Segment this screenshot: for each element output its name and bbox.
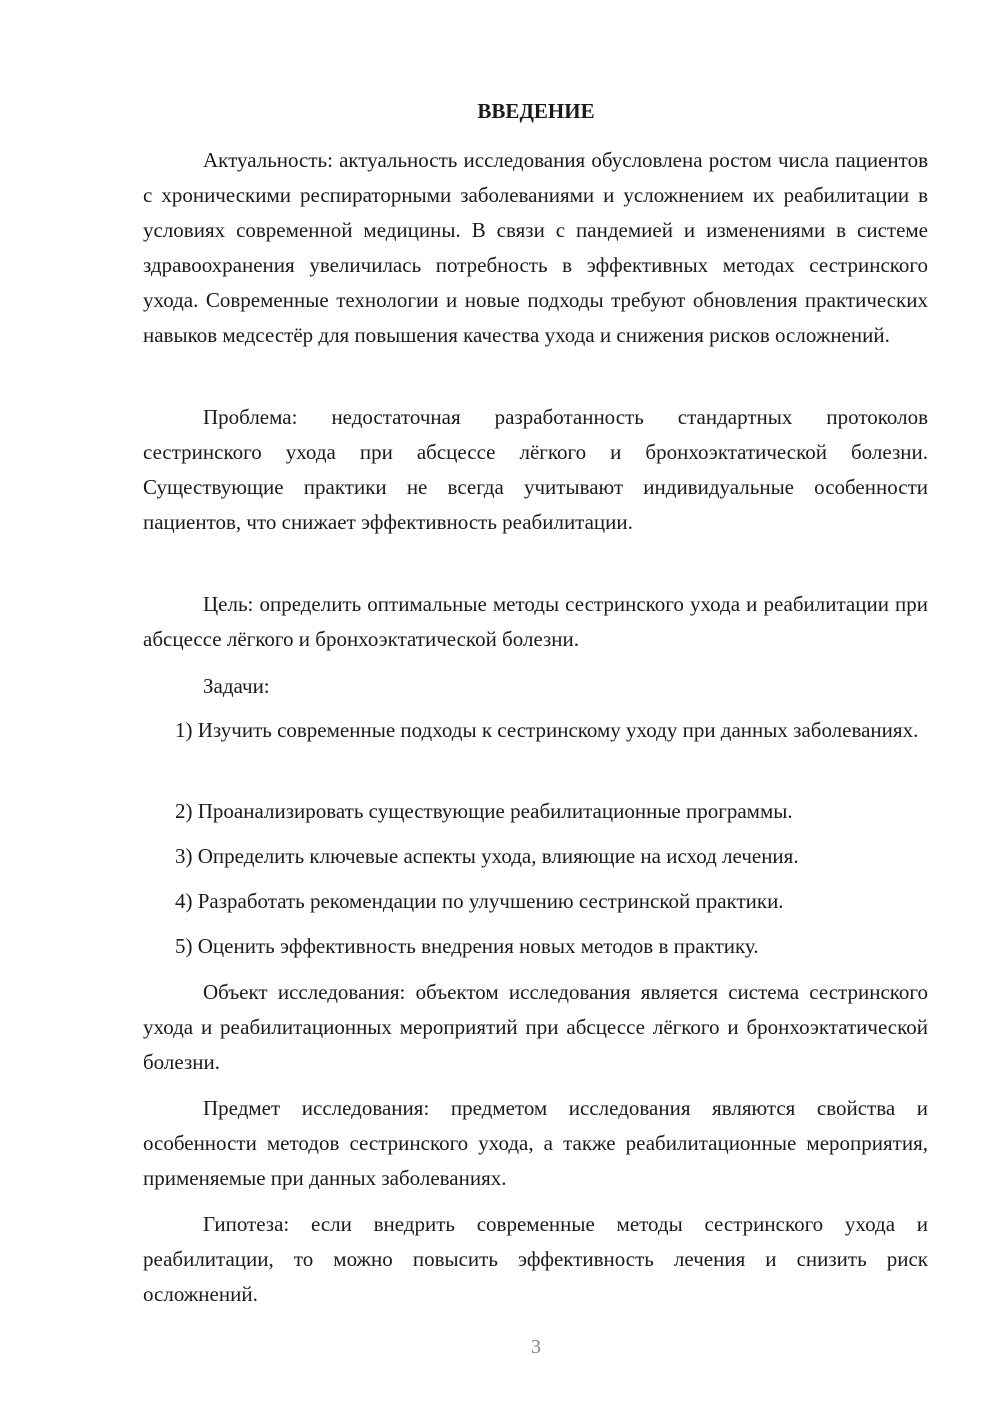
paragraph-hypothesis: Гипотеза: если внедрить современные методы сестринского ухода и реабилитации, то можно повысить эффективность лечения и снизить риск осложнений. — [143, 1212, 928, 1306]
tasks-heading: Задачи: — [203, 674, 270, 698]
paragraph-relevance: Актуальность: актуальность исследования обусловлена ростом числа пациентов с хроническими респираторными заболеваниями и усложнением их реабилитации в условиях современной медицины. В связи с пандемией и изменениями в системе здравоохранения увеличилась потребность в эффективных методах сестринского ухода. Современные технологии и новые подходы требуют обновления практических навыков медсестёр для повышения качества ухода и снижения рисков осложнений. — [143, 148, 928, 347]
paragraph-goal: Цель: определить оптимальные методы сестринского ухода и реабилитации при абсцессе лёгкого и бронхоэктатической болезни. — [143, 592, 928, 651]
paragraph-subject: Предмет исследования: предметом исследования являются свойства и особенности методов сестринского ухода, а также реабилитационные мероприятия, применяемые при данных заболеваниях. — [143, 1096, 928, 1190]
task-item-3: 3) Определить ключевые аспекты ухода, влияющие на исход лечения. — [175, 844, 799, 868]
task-item-1: 1) Изучить современные подходы к сестринскому уходу при данных заболеваниях. — [175, 718, 919, 742]
paragraph-object: Объект исследования: объектом исследования является система сестринского ухода и реабилитационных мероприятий при абсцессе лёгкого и бронхоэктатической болезни. — [143, 980, 928, 1074]
task-item-4: 4) Разработать рекомендации по улучшению сестринской практики. — [175, 889, 784, 913]
paragraph-problem: Проблема: недостаточная разработанность стандартных протоколов сестринского ухода при абсцессе лёгкого и бронхоэктатической болезни. Существующие практики не всегда учитывают индивидуальные особенности пациентов, что снижает эффективность реабилитации. — [143, 405, 928, 534]
task-item-2: 2) Проанализировать существующие реабилитационные программы. — [175, 799, 793, 823]
page-title: ВВЕДЕНИЕ — [477, 99, 595, 123]
task-item-5: 5) Оценить эффективность внедрения новых методов в практику. — [175, 934, 759, 958]
page-number: 3 — [531, 1336, 541, 1358]
